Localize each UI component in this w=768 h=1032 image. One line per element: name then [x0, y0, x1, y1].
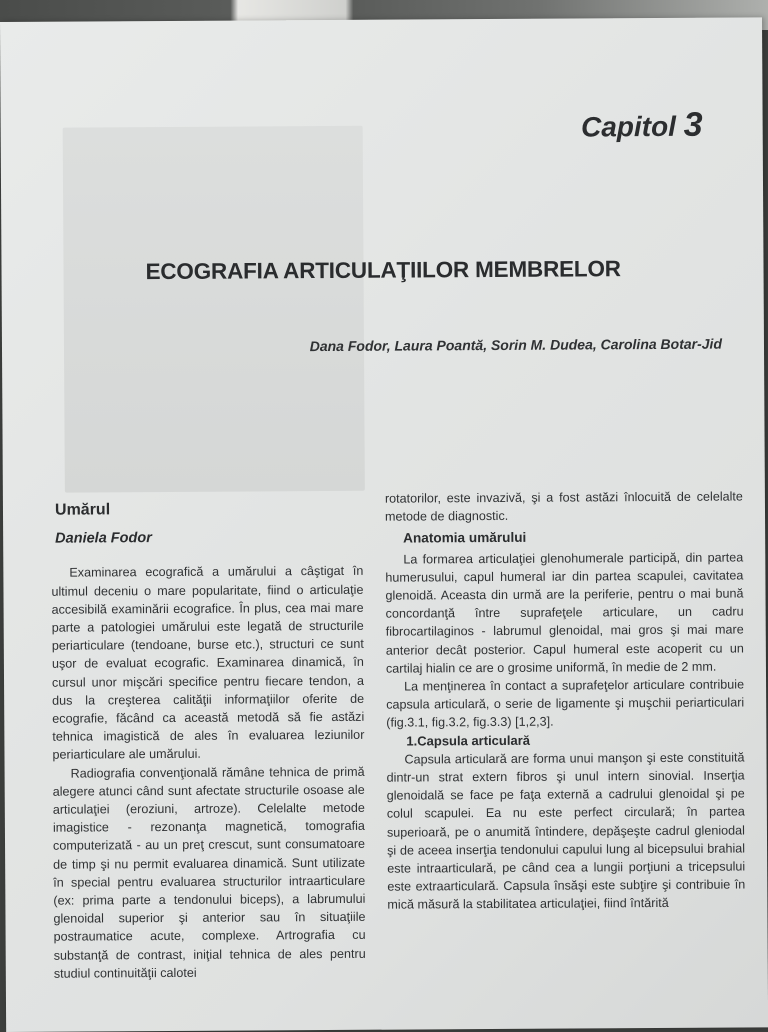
paragraph: La formarea articulaţiei glenohumerale participă, din partea humerusului, capul humeral iar din partea scapulei, cavitatea glenoidă. Aceasta din urmă are la periferie, pentru o mai bună concordanţă între suprafeţele articulare, un cadru fibrocartilaginos - labrumul glenoidal, mai gros şi mai mare anterior decât posterior. Capul humeral este acoperit cu un cartilaj hialin ce are o grosime uniformă, în medie de 2 mm. — [385, 550, 744, 676]
right-column — [385, 487, 746, 914]
subheading-capsule: 1.Capsula articulară — [406, 732, 531, 749]
book-page — [0, 17, 768, 1032]
paragraph: Radiografia convenţională rămâne tehnica de primă alegere atunci când sunt afectate structurile osoase ale articulaţiei (eroziuni, artroze). Celelalte metode imagistice - rezonanţa magnetică, tomografia computerizată - au un preţ crescut, sunt consumatoare de timp şi nu permit evaluarea dinamică. Sunt utilizate în special pentru evaluarea structurilor intraarticulare (ex: prima parte a tendonului biceps), a labrumului glenoidal superior şi anterior sau în situaţiile postraumatice acute, complexe. Artrografia cu substanţă de contrast, iniţial tehnica de ales pentru studiul continuităţii calotei — [52, 764, 366, 981]
chapter-authors: Dana Fodor, Laura Poantă, Sorin M. Dudea, Carolina Botar-Jid — [309, 335, 723, 355]
paragraph: Capsula articulară are forma unui manşon şi este constituită dintr-un strat extern fibros şi unul intern sinovial. Inserţia glenoidală se face pe faţa externă a cadrului glenoidal şi pe colul scapulei. Ea nu este perfect circulară; în partea superioară, pe o anumită întindere, depăşeşte cadrul gleniodal şi de aceea inserţia tendonului capului lung al bicepsului brahial este intraarticulară, pe când cea a lungii porţiuni a tricepsului este extraarticulară. Capsula însăşi este subţire şi contribuie în mică măsură la stabilitatea articulaţiei, fiind întărită — [386, 750, 746, 913]
paragraph-continuation: rotatorilor, este invazivă, şi a fost astăzi înlocuită de celelalte metode de diagnostic. — [384, 489, 743, 524]
subheading-anatomy: Anatomia umărului — [403, 530, 527, 546]
chapter-heading — [581, 106, 703, 146]
chapter-title: ECOGRAFIA ARTICULAŢIILOR MEMBRELOR — [145, 256, 621, 285]
section-author: Daniela Fodor — [55, 530, 152, 547]
left-column — [51, 500, 366, 983]
paragraph: La menţinerea în contact a suprafeţelor articulare contribuie capsula articulară, o serie de ligamente şi muşchii periarticulari (fig.3.1, fig.3.2, fig.3.3) [1,2,3]. — [386, 677, 745, 731]
paragraph: Examinarea ecografică a umărului a câştigat în ultimul deceniu o mare popularitate, fiind o articulaţie accesibilă examinării ecografice. În plus, cea mai mare parte a patologiei umărului este legată de structurile periarticulare (tendoane, burse etc.), structuri ce sunt uşor de evaluat ecografic. Examinarea dinamică, în cursul unor mişcări specifice pentru fiecare tendon, a dus la creşterea calităţii informaţiilor oferite de ecografie, făcând ca această metodă să fie astăzi tehnica imagistică de ales în evaluarea leziunilor periarticulare ale umărului. — [51, 564, 365, 763]
chapter-number: 3 — [683, 105, 703, 144]
section-heading: Umărul — [54, 501, 111, 519]
gray-panel — [63, 126, 365, 493]
chapter-word: Capitol — [580, 110, 677, 143]
